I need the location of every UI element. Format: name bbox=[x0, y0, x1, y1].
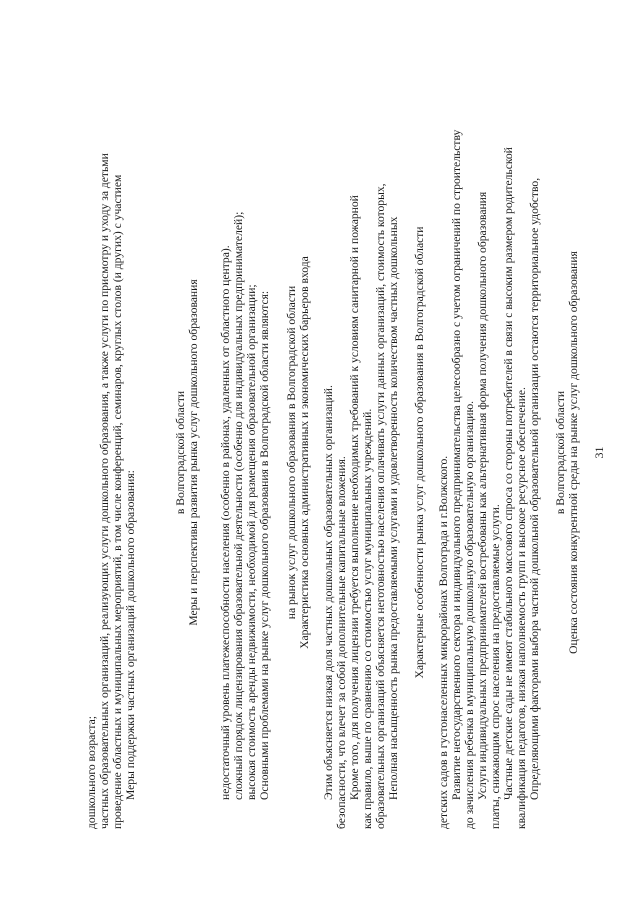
paragraph-line: Кроме того, для получения лицензии требуется выполнение необходимых требований к условиям санитарной и пожарной bbox=[348, 195, 361, 800]
paragraph-line: как правило, выше по сравнению со стоимостью услуг муниципальных учреждений. bbox=[361, 408, 374, 829]
paragraph-line: Определяющими факторами выбора частной дошкольной образовательной организации остаются территориальное удобство, bbox=[528, 177, 541, 800]
paragraph-line: дошкольного возраста; bbox=[85, 716, 98, 829]
paragraph-line: детских садов в густонаселенных микрорайонах Волгограда и г.Волжского. bbox=[437, 455, 450, 829]
section-heading: Меры и перспективы развития рынка услуг дошкольного образования bbox=[187, 279, 200, 626]
section-heading: Характеристика основных административных и экономических барьеров входа bbox=[298, 256, 311, 649]
paragraph-line: высокая стоимость аренды недвижимости, необходимой для размещения образовательной организации; bbox=[245, 284, 258, 800]
paragraph-line: до зачисления ребенка в муниципальную дошкольную образовательную организацию. bbox=[463, 400, 476, 829]
paragraph-line: квалификация педагогов, низкая наполняемость групп и высокое ресурсное обеспечение. bbox=[515, 387, 528, 829]
paragraph-line: сложный порядок лицензирования образовательной деятельности (особенно для индивидуальных предпринимателей); bbox=[232, 211, 245, 800]
paragraph-line: Услуги индивидуальных предпринимателей востребованы как альтернативная форма получения дошкольного образования bbox=[476, 191, 489, 800]
paragraph-line: безопасности, что влечет за собой дополнительные капитальные вложения. bbox=[335, 456, 348, 829]
paragraph-line: Частные детские сады не имеют стабильного массового спроса со стороны потребителей в связи с высоким размером родительской bbox=[502, 147, 515, 800]
paragraph-line: Развитие негосударственного сектора и индивидуального предпринимательства целесообразно с учетом ограничений по строительству bbox=[450, 129, 463, 800]
paragraph-line: проведение областных и муниципальных мероприятий, в том числе конференций, семинаров, круглых столов (и других) с участием bbox=[111, 174, 124, 829]
paragraph-line: Этим объясняется низкая доля частных дошкольных образовательных организаций. bbox=[322, 385, 335, 800]
paragraph-line: частных образовательных организаций, реализующих услуги дошкольного образования, а также услуги по присмотру и уходу за детьми bbox=[98, 153, 111, 829]
paragraph-line: Меры поддержки частных организаций дошкольного образования: bbox=[124, 470, 137, 800]
paragraph-line: недостаточный уровень платежеспособности населения (особенно в районах, удаленных от областного центра). bbox=[219, 245, 232, 800]
title-line-2: в Волгоградской области bbox=[554, 390, 567, 515]
paragraph-line: Неполная насыщенность рынка предоставляемыми услугами и удовлетворенность количеством частных дошкольных bbox=[387, 216, 400, 800]
paragraph-line: платы, снижающим спрос населения на предоставляемые услуги. bbox=[489, 504, 502, 829]
page-number: 31 bbox=[592, 446, 606, 459]
section-heading: Характерные особенности рынка услуг дошкольного образования в Волгоградской области bbox=[413, 226, 426, 679]
title-line-1: Оценка состояния конкурентной среды на рынке услуг дошкольного образования bbox=[567, 251, 580, 654]
section-heading: на рынок услуг дошкольного образования в Волгоградской области bbox=[285, 285, 298, 620]
paragraph-line: образовательных организаций объясняется неготовностью населения оплачивать услуги данных организаций, стоимость которых, bbox=[374, 183, 387, 829]
paragraph-line: Основными проблемами на рынке услуг дошкольного образования в Волгоградской области являются: bbox=[258, 290, 271, 800]
section-heading: в Волгоградской области bbox=[174, 390, 187, 515]
